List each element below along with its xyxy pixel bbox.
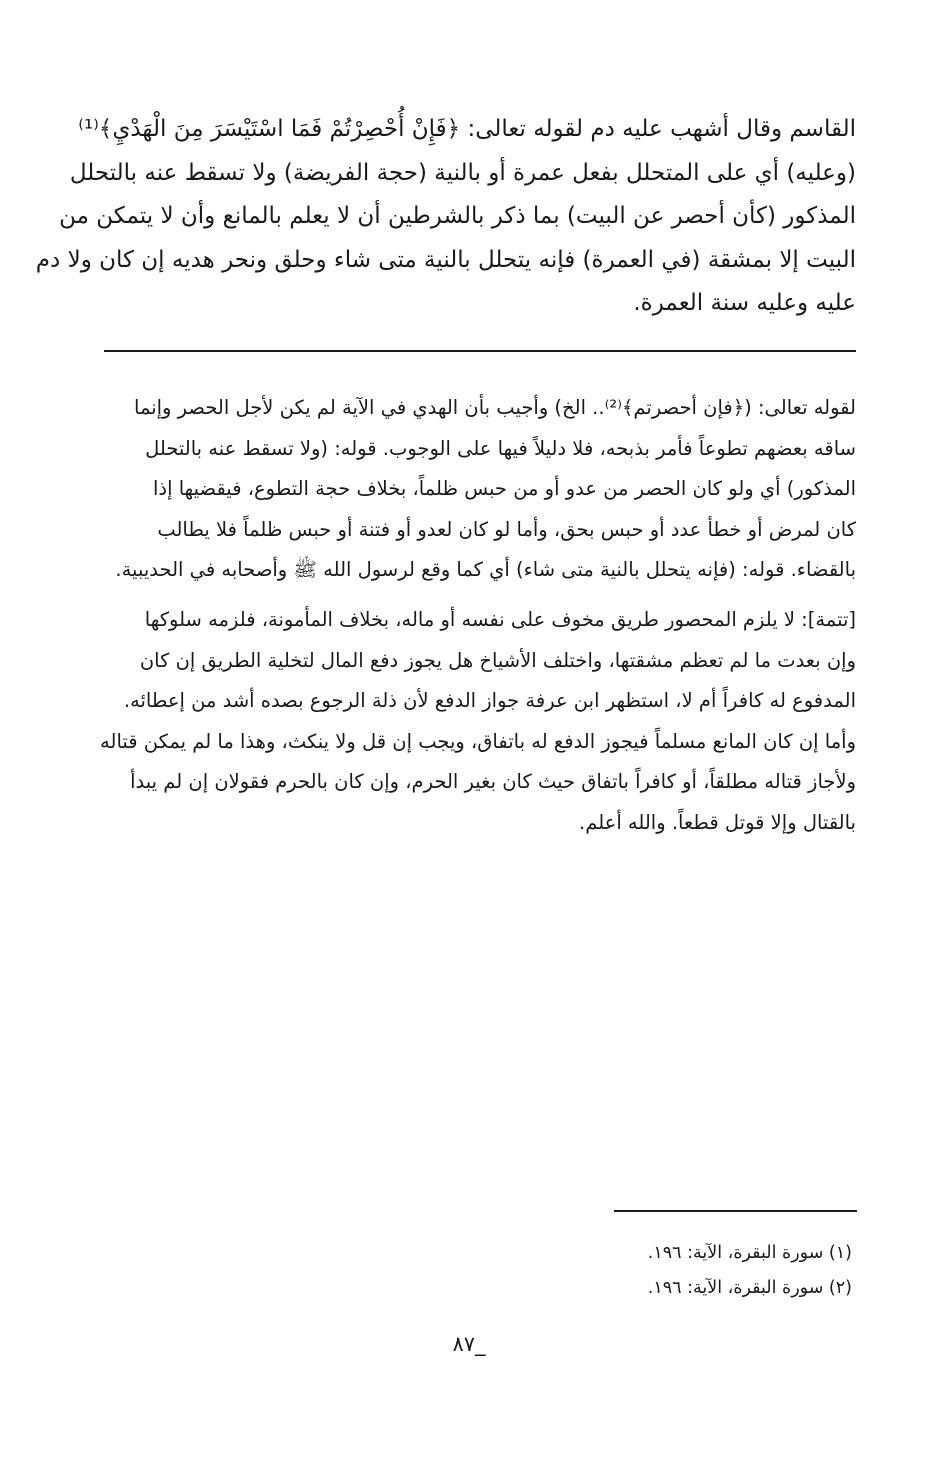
tatimma-paragraph	[100, 600, 856, 844]
commentary-line: ساقه بعضهم تطوعاً فأمر بذبحه، فلا دليلاً فيها على الوجوب. قوله: (ولا تسقط عنه بالتحلل	[145, 436, 856, 460]
main-text-line: القاسم وقال أشهب عليه دم لقوله تعالى: ﴿فَإِنْ أُحْصِرْتُمْ فَمَا اسْتَيْسَرَ مِنَ الْهَدْيِ﴾⁽¹⁾	[78, 116, 856, 142]
tatimma-line: وإن بعدت ما لم تعظم مشقتها، واختلف الأشياخ هل يجوز دفع المال لتخلية الطريق إن كان	[139, 648, 856, 672]
commentary-line: المذكور) أي ولو كان الحصر من عدو أو من حبس ظلماً، بخلاف حجة التطوع، فيقضيها إذا	[153, 477, 856, 501]
commentary-line: لقوله تعالى: (﴿فإن أحصرتم﴾⁽²⁾.. الخ) وأجيب بأن الهدي في الآية لم يكن لأجل الحصر وإنما	[134, 396, 856, 419]
commentary-line: كان لمرض أو خطأ عدد أو حبس بحق، وأما لو كان لعدو أو فتنة أو حبس ظلماً فلا يطالب	[157, 517, 856, 541]
commentary	[104, 388, 856, 591]
footnote-2: (٢) سورة البقرة، الآية: ١٩٦.	[647, 1278, 852, 1298]
tatimma-line: [تتمة]: لا يلزم المحصور طريق مخوف على نفسه أو ماله، بخلاف المأمونة، فلزمه سلوكها	[144, 608, 856, 631]
main-text-line: المذكور (كأن أحصر عن البيت) بما ذكر بالشرطين أن لا يعلم بالمانع وأن لا يتمكن من	[59, 203, 856, 230]
main-text	[35, 108, 856, 326]
footnotes	[648, 1236, 852, 1306]
main-text-line: البيت إلا بمشقة (في العمرة) فإنه يتحلل بالنية متى شاء وحلق ونحر هديه إن كان ولا دم	[35, 246, 856, 273]
tatimma-line: المدفوع له كافراً أم لا، استظهر ابن عرفة جواز الدفع لأن ذلة الرجوع بصده أشد من إعطائه.	[123, 689, 856, 713]
tatimma-line: ولأجاز قتاله مطلقاً، أو كافراً باتفاق حيث كان بغير الحرم، وإن كان بالحرم فقولان إن لم يبدأ	[130, 770, 856, 794]
main-text-line: عليه وعليه سنة العمرة.	[633, 290, 856, 317]
page-number: _٨٧	[452, 1332, 486, 1356]
tatimma-line: بالقتال وإلا قوتل قطعاً. والله أعلم.	[579, 810, 856, 834]
footnote-1: (١) سورة البقرة، الآية: ١٩٦.	[647, 1243, 852, 1263]
commentary-line: بالقضاء. قوله: (فإنه يتحلل بالنية متى شاء) أي كما وقع لرسول الله ﷺ وأصحابه في الحديبية.	[115, 558, 856, 582]
tatimma-line: وأما إن كان المانع مسلماً فيجوز الدفع له باتفاق، ويجب إن قل ولا ينكث، وهذا ما لم يمكن قتاله	[100, 729, 856, 753]
main-text-divider	[104, 350, 856, 352]
footnote-divider	[614, 1210, 857, 1212]
main-text-line: (وعليه) أي على المتحلل بفعل عمرة أو بالنية (حجة الفريضة) ولا تسقط عنه بالتحلل	[69, 159, 856, 186]
